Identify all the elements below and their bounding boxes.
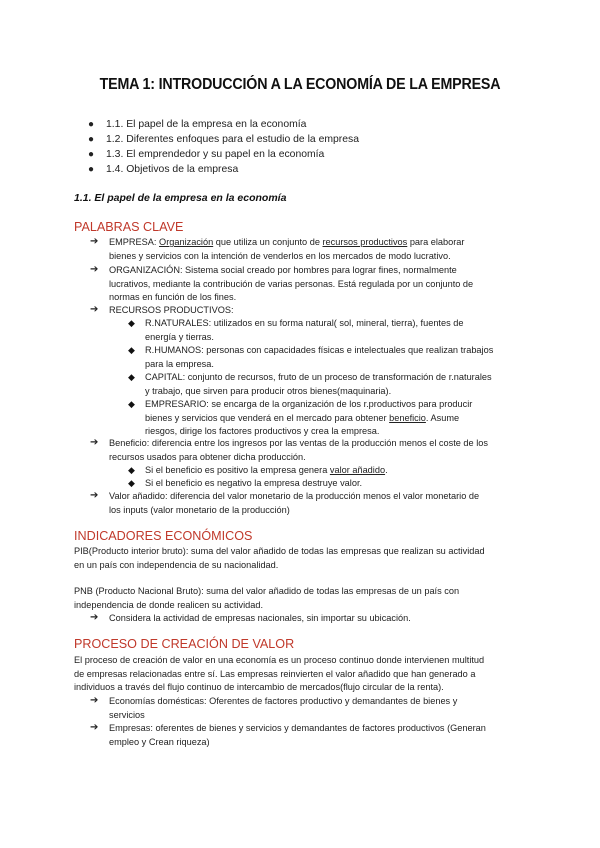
arrow-icon: ➔ xyxy=(90,722,99,733)
organizacion-definition: ORGANIZACIÓN: Sistema social creado por hombres para lograr fines, normalmente lucrativos, mediante la contribución de varias personas. Está regulada por un conjunto de normas en función de los fines. xyxy=(109,265,474,303)
capital-definition: CAPITAL: conjunto de recursos, fruto de un proceso de transformación de r.naturales y trabajo, que sirven para producir otros bienes(maquinaria). xyxy=(145,372,492,396)
proceso-paragraph: El proceso de creación de valor en una economía es un proceso continuo donde intervienen multitud de empresas relacionadas entre sí. Las empresas reinvierten el valor añadido que han generado a individuos a través del flujo continuo de intercambio de mercados(flujo circular de la renta). xyxy=(74,655,485,693)
toc-item: ● 1.3. El emprendedor y su papel en la economía xyxy=(88,149,325,160)
palabras-clave-heading: PALABRAS CLAVE xyxy=(74,220,184,234)
bullet-icon: ● xyxy=(88,164,95,175)
diamond-bullet-icon: ◆ xyxy=(128,465,135,475)
empresa-definition: EMPRESA: Organización que utiliza un conjunto de recursos productivos para elaborar bienes y servicios con la intención de venderlos en los mercados de modo lucrativo. xyxy=(109,237,465,261)
toc-item: ● 1.2. Diferentes enfoques para el estudio de la empresa xyxy=(88,134,359,145)
beneficio-negativo: Si el beneficio es negativo la empresa destruye valor. xyxy=(145,478,363,488)
arrow-icon: ➔ xyxy=(90,612,99,623)
arrow-icon: ➔ xyxy=(90,236,99,247)
bullet-icon: ● xyxy=(88,149,95,160)
pib-definition: PIB(Producto interior bruto): suma del valor añadido de todas las empresas que realizan su actividad en un país con independencia de su nacionalidad. xyxy=(74,546,485,570)
toc-item: ● 1.1. El papel de la empresa en la economía xyxy=(88,119,307,130)
diamond-bullet-icon: ◆ xyxy=(128,478,135,488)
naturales-definition: R.NATURALES: utilizados en su forma natural( sol, mineral, tierra), fuentes de energía y tierras. xyxy=(145,318,464,342)
valor-anadido-definition: Valor añadido: diferencia del valor monetario de la producción menos el valor monetario de los inputs (valor monetario de la producción) xyxy=(109,491,480,515)
toc-item: ● 1.4. Objetivos de la empresa xyxy=(88,164,239,175)
bullet-icon: ● xyxy=(88,134,95,145)
diamond-bullet-icon: ◆ xyxy=(128,399,135,409)
indicadores-heading: INDICADORES ECONÓMICOS xyxy=(74,529,253,543)
beneficio-definition: Beneficio: diferencia entre los ingresos por las ventas de la producción menos el coste de los recursos usados para obtener dicha producción. xyxy=(109,438,488,462)
bullet-icon: ● xyxy=(88,119,95,130)
arrow-icon: ➔ xyxy=(90,304,99,315)
beneficio-positivo: Si el beneficio es positivo la empresa genera valor añadido. xyxy=(145,465,388,475)
diamond-bullet-icon: ◆ xyxy=(128,372,135,382)
section-heading: 1.1. El papel de la empresa en la economía xyxy=(74,192,287,204)
diamond-bullet-icon: ◆ xyxy=(128,345,135,355)
pnb-definition: PNB (Producto Nacional Bruto): suma del valor añadido de todas las empresas de un país con independencia de donde realicen su actividad. xyxy=(74,586,460,610)
arrow-icon: ➔ xyxy=(90,490,99,501)
diamond-bullet-icon: ◆ xyxy=(128,318,135,328)
empresas-oferentes: Empresas: oferentes de bienes y servicios y demandantes de factores productivos (Generan empleo y Crean riqueza) xyxy=(109,723,486,747)
arrow-icon: ➔ xyxy=(90,437,99,448)
economias-domesticas: Economías domésticas: Oferentes de factores productivo y demandantes de bienes y servicios xyxy=(109,696,458,720)
pnb-note: Considera la actividad de empresas nacionales, sin importar su ubicación. xyxy=(109,613,411,623)
arrow-icon: ➔ xyxy=(90,264,99,275)
humanos-definition: R.HUMANOS: personas con capacidades físicas e intelectuales que realizan trabajos para la empresa. xyxy=(145,345,494,369)
proceso-heading: PROCESO DE CREACIÓN DE VALOR xyxy=(74,637,295,651)
recursos-productivos: RECURSOS PRODUCTIVOS: xyxy=(109,305,234,315)
arrow-icon: ➔ xyxy=(90,695,99,706)
table-of-contents xyxy=(88,117,359,177)
empresario-definition: EMPRESARIO: se encarga de la organización de los r.productivos para producir bienes y servicios que venderá en el mercado para obtener beneficio. Asume riesgos, dirige los factores productivos y crea la empresa. xyxy=(145,399,473,437)
document-title: TEMA 1: INTRODUCCIÓN A LA ECONOMÍA DE LA EMPRESA xyxy=(99,76,501,93)
